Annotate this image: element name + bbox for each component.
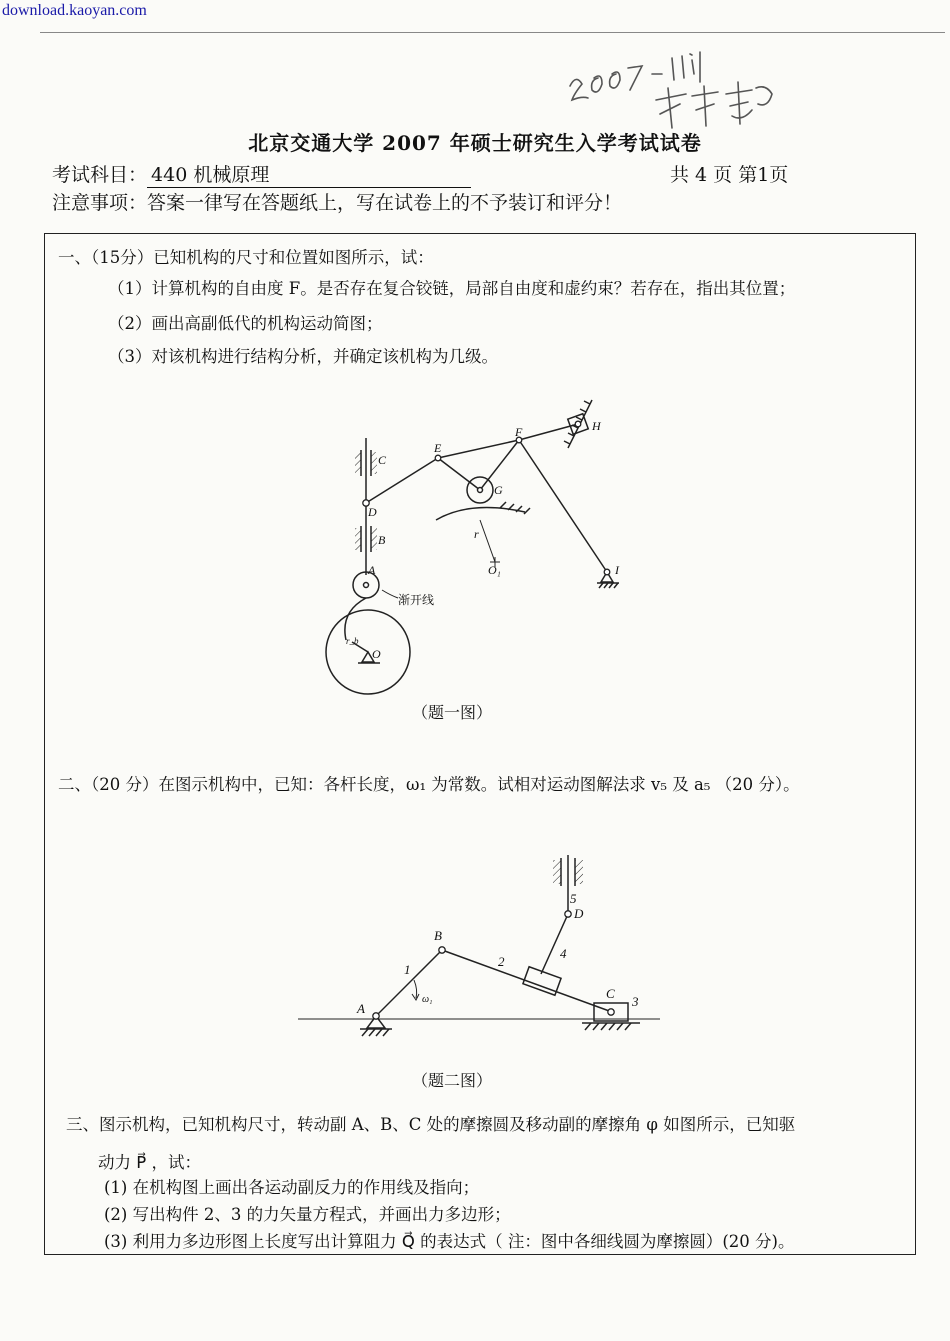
label-o1: O₁ [488,563,501,577]
q2-stem: 二、（20 分）在图示机构中，已知：各杆长度，ω₁ 为常数。试相对运动图解法求 v₅ 及 a₅ （20 分）。 [58,775,800,794]
q3-item-2: (2) 写出构件 2、3 的力矢量方程式，并画出力多边形； [104,1205,511,1224]
label-h: H [592,419,601,433]
label-b: B [378,533,386,547]
q1-caption: （题一图） [412,703,493,722]
q3-stem: 三、图示机构，已知机构尺寸，转动副 A、B、C 处的摩擦圆及移动副的摩擦角 φ 如图所示，已知驱 [66,1115,796,1134]
exam-notice: 注意事项：答案一律写在答题纸上，写在试卷上的不予装订和评分！ [52,192,623,214]
q1-item-2: （2）画出高副低代的机构运动简图； [108,314,383,333]
label-involute: 渐开线 [398,593,435,607]
label-o: O [372,647,381,661]
q1-stem: 一、（15分）已知机构的尺寸和位置如图所示，试： [58,248,434,267]
label-d: D [368,505,377,519]
subject-value: 440 机械原理 [147,160,471,188]
question-frame [44,233,916,1255]
label-r: r [474,527,479,541]
label-i: I [615,563,619,577]
q2-caption: （题二图） [412,1071,493,1090]
label-link4: 4 [560,946,567,961]
q2-mechanism-figure [295,850,665,1050]
label-b2: B [434,928,442,943]
label-c2: C [606,986,615,1001]
source-watermark: download.kaoyan.com [2,2,147,19]
label-g: G [494,483,503,497]
label-d2: D [574,906,584,921]
handwritten-date-note [560,48,790,138]
label-a: A [368,563,376,577]
label-link3: 3 [632,994,639,1009]
label-link5: 5 [570,891,577,906]
q3-stem-cont: 动力 P⃗ ，试： [98,1153,201,1172]
label-a2: A [357,1001,365,1016]
label-rb: r_b [346,636,359,646]
page-info: 共 4 页 第1页 [670,164,789,186]
exam-title: 北京交通大学 2007 年硕士研究生入学考试试卷 [248,131,702,155]
label-e: E [434,441,442,455]
q1-item-1: （1）计算机构的自由度 F。是否存在复合铰链，局部自由度和虚约束？若存在，指出其位置； [108,279,796,298]
q3-item-1: (1) 在机构图上画出各运动副反力的作用线及指向； [104,1178,480,1197]
label-link1: 1 [404,962,411,977]
subject-label: 考试科目： [52,164,148,186]
label-c: C [378,453,387,467]
q1-item-3: （3）对该机构进行结构分析，并确定该机构为几级。 [108,347,498,366]
label-f: F [515,425,523,439]
q1-mechanism-figure [300,390,630,700]
exam-subject [52,160,471,188]
q3-item-3: (3) 利用力多边形图上长度写出计算阻力 Q⃗ 的表达式（ 注：图中各细线圆为摩擦圆）(20 分)。 [104,1232,795,1251]
label-link2: 2 [498,954,505,969]
top-rule [40,32,945,33]
label-omega: ω₁ [422,994,433,1005]
